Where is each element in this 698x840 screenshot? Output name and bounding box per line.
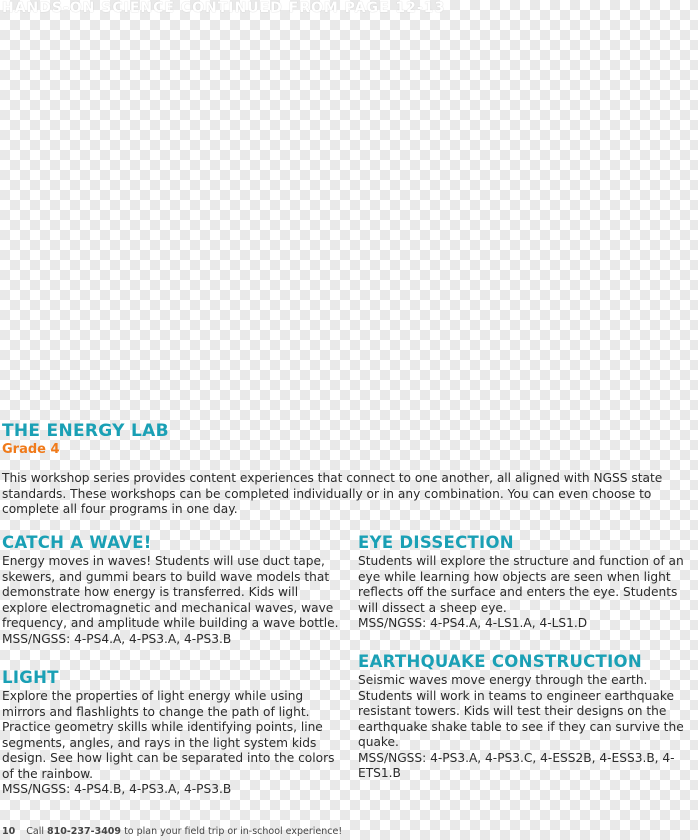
section-body: Seismic waves move energy through the earth. Students will work in teams to engineer earthquake resistant towers. Kids will test their designs on the earthquake shake table to see if they can survive the quake. <box>358 673 684 749</box>
footer-cta-text: to plan your field trip or in-school experience! <box>124 826 343 837</box>
footer-call-text: Call <box>26 826 44 837</box>
page-header: HANDS-ON SCIENCE CONTINUED FROM PAGE 12-13 <box>2 0 446 16</box>
section-heading: LIGHT <box>2 668 59 687</box>
section-earthquake-construction <box>358 652 698 782</box>
section-body: Energy moves in waves! Students will use duct tape, skewers, and gummi bears to build wave models that demonstrate how energy is transferred. Kids will explore electromagnetic and mechanical waves, wave frequency, and amplitude while building a wave bottle. <box>2 554 339 630</box>
page-title: THE ENERGY LAB <box>2 421 169 441</box>
page-number: 10 <box>2 826 16 837</box>
section-heading: EYE DISSECTION <box>358 533 514 552</box>
section-light <box>2 668 342 798</box>
footer-phone[interactable]: 810-237-3409 <box>47 826 122 837</box>
intro-paragraph: This workshop series provides content experiences that connect to one another, all aligned with NGSS state standards. These workshops can be completed individually or in any combination. You can even choose to complete all four programs in one day. <box>2 471 663 516</box>
section-body: Students will explore the structure and function of an eye while learning how objects are seen when light reflects off the surface and enters the eye. Students will dissect a sheep eye. <box>358 554 684 615</box>
section-standards: MSS/NGSS: 4-PS3.A, 4-PS3.C, 4-ESS2B, 4-ESS3.B, 4-ETS1.B <box>358 750 675 780</box>
section-standards: MSS/NGSS: 4-PS4.A, 4-LS1.A, 4-LS1.D <box>358 616 588 630</box>
section-heading: CATCH A WAVE! <box>2 533 152 552</box>
page-footer <box>2 826 342 837</box>
section-eye-dissection <box>358 533 698 632</box>
grade-label: Grade 4 <box>2 442 60 457</box>
section-catch-a-wave <box>2 533 342 647</box>
section-standards: MSS/NGSS: 4-PS4.B, 4-PS3.A, 4-PS3.B <box>2 782 232 796</box>
section-body: Explore the properties of light energy while using mirrors and flashlights to change the path of light. Practice geometry skills while identifying points, line segments, angles, and rays in the light system kids design. See how light can be separated into the colors of the rainbow. <box>2 689 335 781</box>
section-heading: EARTHQUAKE CONSTRUCTION <box>358 652 642 671</box>
section-standards: MSS/NGSS: 4-PS4.A, 4-PS3.A, 4-PS3.B <box>2 631 232 646</box>
